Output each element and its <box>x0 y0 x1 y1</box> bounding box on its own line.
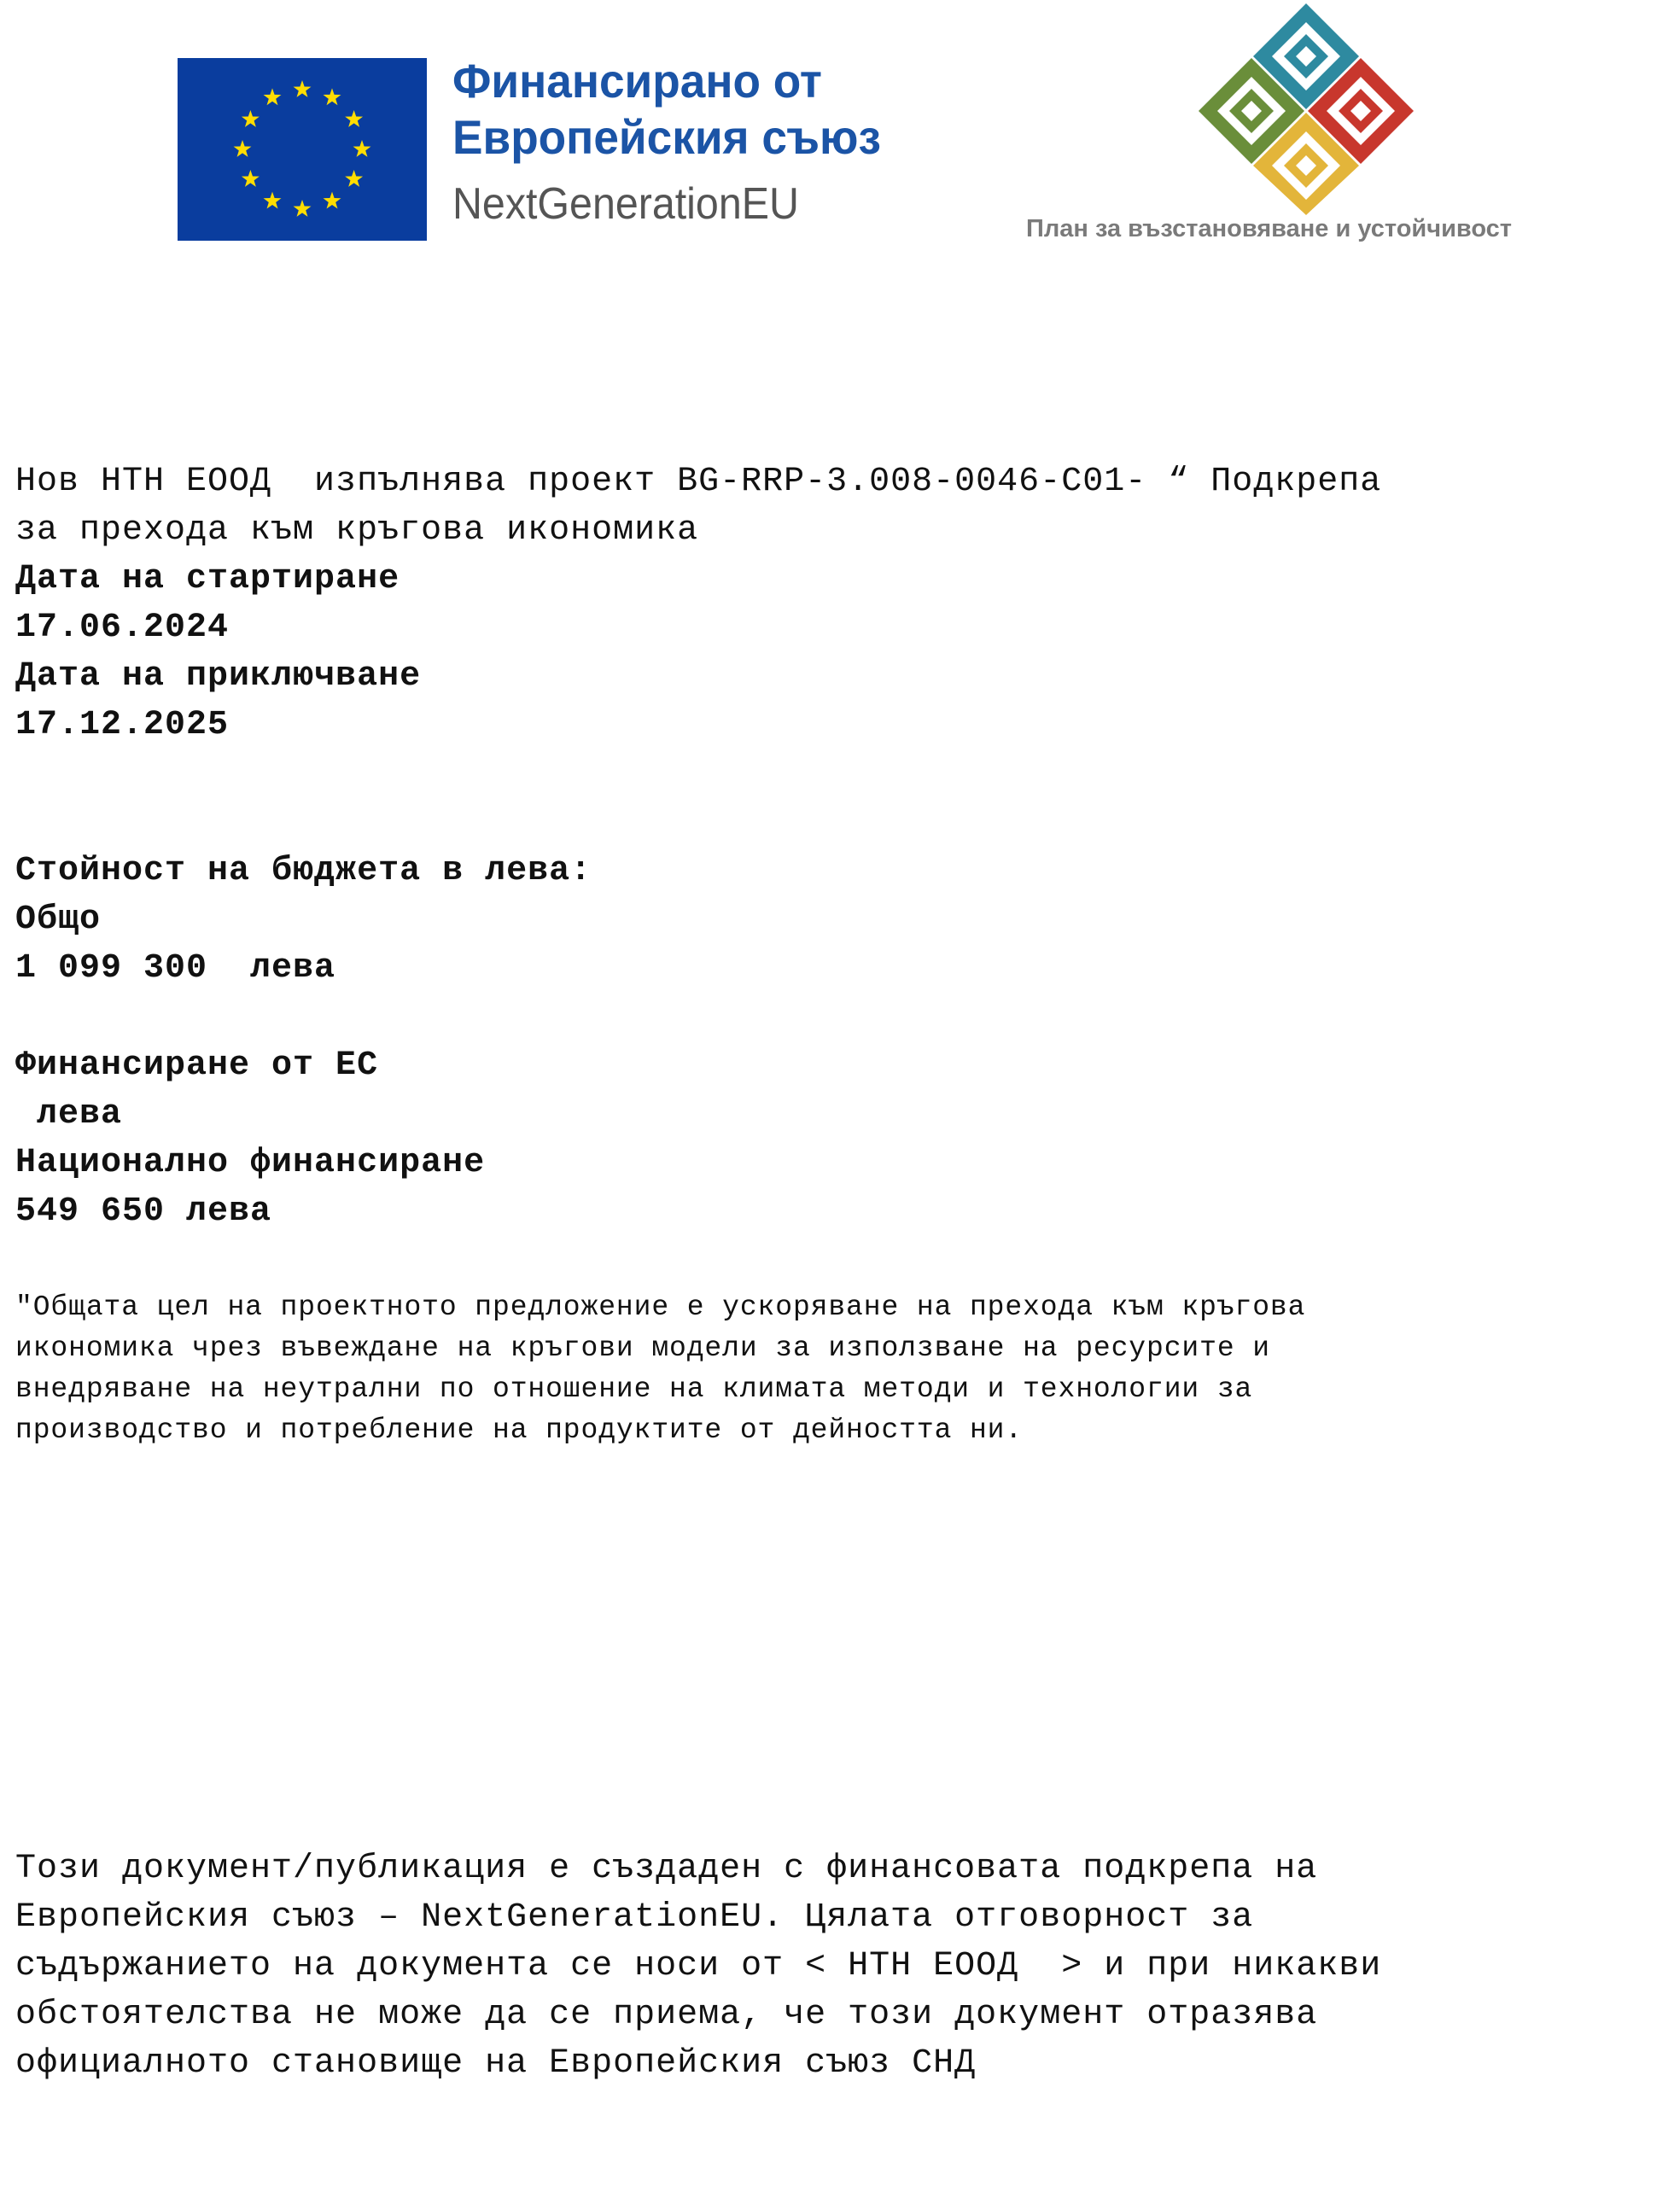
disclaimer-line: официалното становище на Европейския съюз СНД <box>15 2044 977 2083</box>
end-date-value: 17.12.2025 <box>15 706 230 744</box>
disclaimer-line: Европейския съюз – NextGenerationEU. Цялата отговорност за <box>15 1898 1254 1937</box>
budget-national-value: 549 650 лева <box>15 1192 272 1231</box>
disclaimer-line: обстоятелства не може да се приема, че този документ отразява <box>15 1996 1318 2034</box>
eu-program-name: NextGenerationEU <box>452 179 799 229</box>
eu-funding-line1: Финансирано от <box>452 54 822 108</box>
eu-star-icon <box>345 170 363 187</box>
project-intro-line2: за прехода към кръгова икономика <box>15 511 699 550</box>
start-date-value: 17.06.2024 <box>15 609 230 647</box>
eu-star-icon <box>242 170 260 187</box>
project-intro-line1: Нов НТН ЕООД изпълнява проект BG-RRP-3.008-0046-C01- “ Подкрепа <box>15 463 1382 501</box>
eu-star-icon <box>324 192 341 209</box>
goal-line: производство и потребление на продуктите от дейността ни. <box>15 1414 1024 1446</box>
recovery-plan-logo-icon <box>1195 0 1417 215</box>
start-date-label: Дата на стартиране <box>15 560 400 598</box>
eu-funding-text <box>452 53 903 230</box>
goal-line: икономика чрез въвеждане на кръгови модели за използване на ресурсите и <box>15 1332 1270 1364</box>
budget-total-label: Общо <box>15 901 102 939</box>
budget-heading: Стойност на бюджета в лева: <box>15 852 592 890</box>
eu-flag-logo <box>178 58 427 241</box>
eu-star-icon <box>264 192 282 209</box>
eu-star-icon <box>345 110 363 127</box>
eu-star-icon <box>294 200 312 217</box>
eu-funding-line2: Европейския съюз <box>452 110 881 164</box>
eu-star-icon <box>353 140 371 157</box>
disclaimer-line: Този документ/публикация е създаден с финансовата подкрепа на <box>15 1850 1318 1888</box>
budget-total-value: 1 099 300 лева <box>15 949 336 988</box>
eu-star-icon <box>264 88 282 105</box>
goal-line: "Общата цел на проектното предложение е ускоряване на прехода към кръгова <box>15 1291 1306 1323</box>
eu-star-icon <box>324 88 341 105</box>
end-date-label: Дата на приключване <box>15 657 422 696</box>
plan-caption: План за възстановяване и устойчивост <box>1026 215 1513 242</box>
budget-eu-value: лева <box>15 1095 123 1134</box>
goal-line: внедряване на неутрални по отношение на климата методи и технологии за <box>15 1373 1253 1405</box>
disclaimer-line: съдържанието на документа се носи от < НТН ЕООД > и при никакви <box>15 1947 1382 1985</box>
eu-star-icon <box>294 80 312 97</box>
budget-national-label: Национално финансиране <box>15 1144 486 1182</box>
eu-star-icon <box>242 110 260 127</box>
budget-eu-label: Финансиране от ЕС <box>15 1046 379 1085</box>
eu-stars-icon <box>178 58 427 241</box>
eu-star-icon <box>234 140 252 157</box>
